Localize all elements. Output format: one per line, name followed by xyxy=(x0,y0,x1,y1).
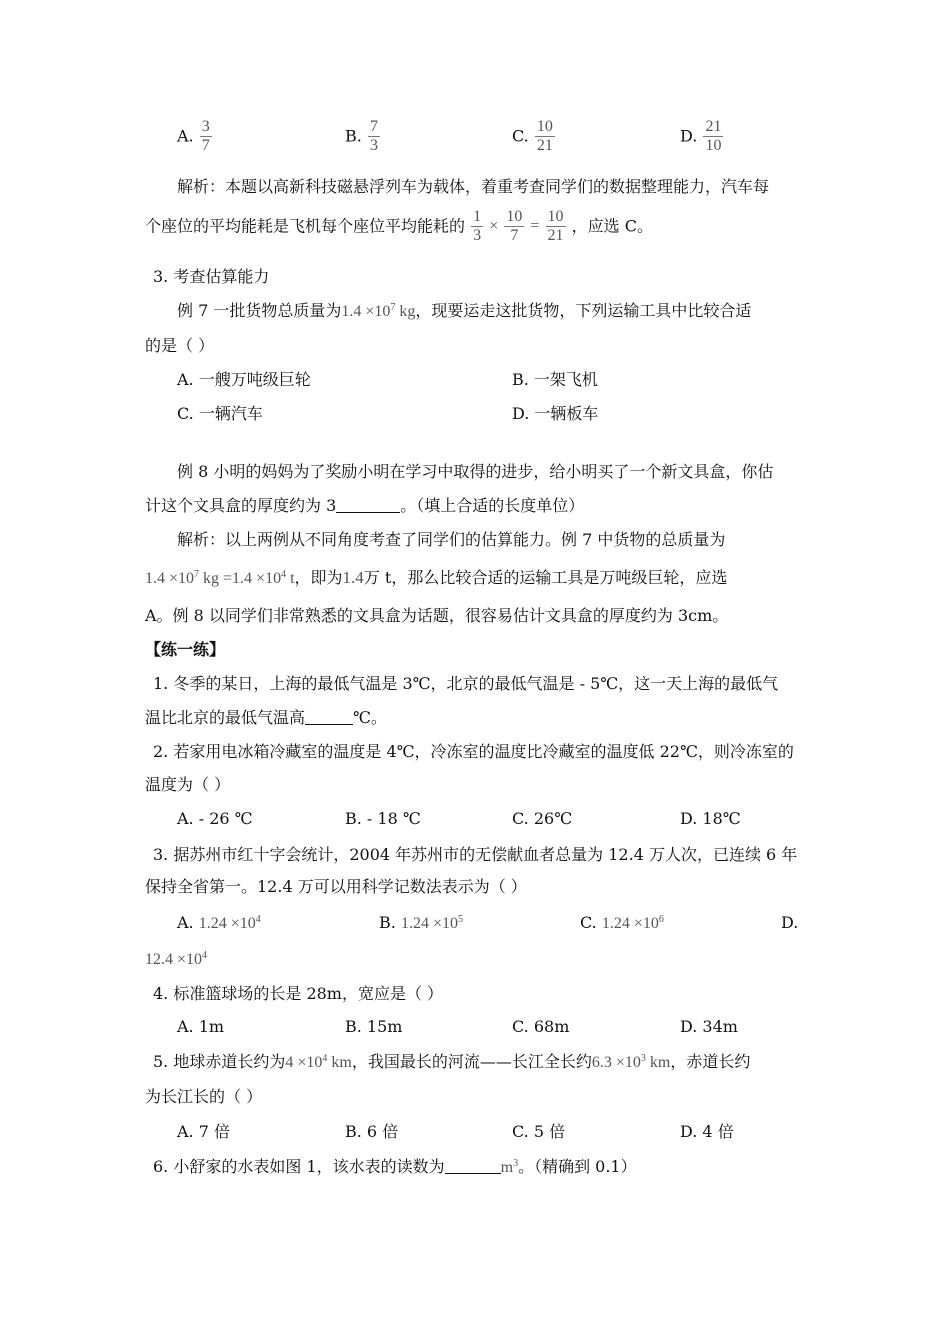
practice6-text-end: 。（精确到 0.1） xyxy=(518,1157,637,1176)
practice-title: 【练一练】 xyxy=(145,640,226,659)
practice2-option-d: D. 18℃ xyxy=(680,809,741,828)
math-expression xyxy=(341,303,415,320)
analysis2-text-end: 万 t，那么比较合适的运输工具是万吨级巨轮，应选 xyxy=(363,568,728,587)
fraction xyxy=(546,208,566,245)
option-label: D. xyxy=(680,126,698,146)
math-unit: km xyxy=(645,1054,671,1071)
practice1-text: 温比北京的最低气温高 xyxy=(145,708,306,727)
exponent: 4 xyxy=(322,1053,328,1064)
denominator: 7 xyxy=(510,227,519,244)
example8-text: 计这个文具盒的厚度约为 3 xyxy=(145,496,337,515)
example7-text-end: ，现要运走这批货物，下列运输工具中比较合适 xyxy=(415,301,752,320)
exponent: 3 xyxy=(513,1158,519,1169)
numerator: 7 xyxy=(369,118,378,135)
math-base: 1.4 ×10 xyxy=(145,570,195,587)
practice5-line1 xyxy=(153,1051,750,1074)
practice5-text-mid: ，我国最长的河流——长江全长约 xyxy=(351,1052,592,1071)
practice4-option-d: D. 34m xyxy=(680,1017,738,1036)
math-unit: kg =1.4 ×10 xyxy=(199,570,282,587)
equals-sign: = xyxy=(530,217,540,235)
practice2-line2: 温度为（ ） xyxy=(145,775,231,794)
practice1-line1: 1. 冬季的某日，上海的最低气温是 3℃，北京的最低气温是 - 5℃，这一天上海的最低气 xyxy=(153,674,779,693)
analysis1-text: 个座位的平均能耗是飞机每个座位平均能耗的 xyxy=(145,216,466,236)
math-value: 1.4 xyxy=(342,568,364,587)
example7-line2: 的是（ ） xyxy=(145,336,215,355)
practice3-option-a xyxy=(177,912,261,935)
denominator: 21 xyxy=(536,137,553,154)
practice5-text-end: ，赤道长约 xyxy=(670,1052,751,1071)
denominator: 3 xyxy=(369,137,378,154)
fraction xyxy=(471,208,483,245)
math-expression xyxy=(401,915,463,932)
math-unit xyxy=(501,1159,518,1176)
math-expression xyxy=(199,915,261,932)
option-label: A. xyxy=(177,913,194,932)
practice6-line1 xyxy=(153,1156,637,1179)
practice4-option-a: A. 1m xyxy=(177,1017,225,1036)
example8-line1: 例 8 小明的妈妈为了奖励小明在学习中取得的进步，给小明买了一个新文具盒，你估 xyxy=(177,462,774,481)
practice3-option-d-value xyxy=(145,948,207,971)
example7-option-c: C. 一辆汽车 xyxy=(177,404,263,423)
practice1-text-end: ℃。 xyxy=(353,708,387,727)
math-expression xyxy=(145,570,295,587)
exponent: 4 xyxy=(255,914,261,925)
numerator: 10 xyxy=(547,208,564,225)
practice3-option-c xyxy=(580,912,664,935)
exponent: 5 xyxy=(457,914,463,925)
option-c-top xyxy=(512,118,556,155)
math-base: 6.3 ×10 xyxy=(591,1054,641,1071)
exponent: 4 xyxy=(202,950,208,961)
practice4-option-c: C. 68m xyxy=(512,1017,570,1036)
math-base: 4 ×10 xyxy=(285,1054,323,1071)
practice4-option-b: B. 15m xyxy=(345,1017,403,1036)
example7-line1 xyxy=(177,300,751,323)
option-label: C. xyxy=(580,913,597,932)
practice5-option-b: B. 6 倍 xyxy=(345,1122,399,1141)
practice2-line1: 2. 若家用电冰箱冷藏室的温度是 4℃，冷冻室的温度比冷藏室的温度低 22℃，则冷冻室的 xyxy=(153,742,794,761)
numerator: 10 xyxy=(536,118,553,135)
answer-blank xyxy=(305,710,353,725)
exponent: 7 xyxy=(194,569,200,580)
numerator: 3 xyxy=(201,118,210,135)
math-base: 1.4 ×10 xyxy=(341,303,391,320)
denominator: 21 xyxy=(547,227,564,244)
practice5-option-d: D. 4 倍 xyxy=(680,1122,734,1141)
example7-option-b: B. 一架飞机 xyxy=(512,370,598,389)
practice5-line2: 为长江长的（ ） xyxy=(145,1087,263,1106)
times-sign: × xyxy=(489,217,499,235)
example8-text-end: 。（填上合适的长度单位） xyxy=(400,496,585,515)
practice5-option-a: A. 7 倍 xyxy=(177,1122,230,1141)
option-label: A. xyxy=(177,126,194,146)
option-label: B. xyxy=(379,913,396,932)
math-base: 1.24 ×10 xyxy=(601,915,659,932)
analysis1-line2 xyxy=(145,208,653,245)
answer-blank xyxy=(336,498,400,513)
practice3-line1: 3. 据苏州市红十字会统计，2004 年苏州市的无偿献血者总量为 12.4 万人次，已连续 6 年 xyxy=(153,845,798,864)
analysis1-text-end: ，应选 C。 xyxy=(571,216,653,236)
example8-line2 xyxy=(145,495,584,517)
math-base: 12.4 ×10 xyxy=(145,951,203,968)
practice4-line1: 4. 标准篮球场的长是 28m，宽应是（ ） xyxy=(153,984,444,1003)
exponent: 7 xyxy=(390,302,396,313)
example7-option-a: A. 一艘万吨级巨轮 xyxy=(177,370,311,389)
exponent: 3 xyxy=(640,1053,646,1064)
math-base: 1.24 ×10 xyxy=(400,915,458,932)
example7-text: 例 7 一批货物总质量为 xyxy=(177,301,342,320)
fraction xyxy=(200,118,212,155)
fraction xyxy=(535,118,555,155)
numerator: 10 xyxy=(506,208,523,225)
math-base: 1.24 ×10 xyxy=(198,915,256,932)
denominator: 7 xyxy=(201,137,210,154)
math-expression xyxy=(602,915,664,932)
practice1-line2 xyxy=(145,707,387,729)
analysis2-line3: A。例 8 以同学们非常熟悉的文具盒为话题，很容易估计文具盒的厚度约为 3cm。 xyxy=(145,606,729,625)
fraction xyxy=(368,118,380,155)
practice6-text: 6. 小舒家的水表如图 1，该水表的读数为 xyxy=(153,1157,445,1176)
analysis2-line2 xyxy=(145,567,727,590)
math-expression xyxy=(145,951,207,968)
numerator: 21 xyxy=(705,118,722,135)
denominator: 10 xyxy=(705,137,722,154)
option-label: C. xyxy=(512,126,529,146)
analysis1-line1: 解析：本题以高新科技磁悬浮列车为载体，着重考查同学们的数据整理能力，汽车每 xyxy=(177,177,770,196)
exponent: 6 xyxy=(658,914,664,925)
math-unit: t xyxy=(286,570,295,587)
analysis2-text: ，即为 xyxy=(294,568,343,587)
section-heading: 3. 考查估算能力 xyxy=(153,267,270,286)
analysis2-line1: 解析：以上两例从不同角度考查了同学们的估算能力。例 7 中货物的总质量为 xyxy=(177,530,726,549)
option-d-top xyxy=(680,118,724,155)
option-b-top xyxy=(345,118,381,155)
option-label: B. xyxy=(345,126,362,146)
practice3-option-b xyxy=(379,912,463,935)
option-a-top xyxy=(177,118,213,155)
practice3-line2: 保持全省第一。12.4 万可以用科学记数法表示为（ ） xyxy=(145,877,527,896)
practice2-option-a: A. - 26 ℃ xyxy=(177,809,253,828)
example7-option-d: D. 一辆板车 xyxy=(512,404,599,423)
practice3-option-d-label: D. xyxy=(781,913,799,932)
numerator: 1 xyxy=(473,208,482,225)
math-expression xyxy=(592,1054,670,1071)
math-expression xyxy=(285,1054,351,1071)
fraction xyxy=(703,118,723,155)
practice2-option-c: C. 26℃ xyxy=(512,809,573,828)
math-unit: km xyxy=(327,1054,352,1071)
math-unit: kg xyxy=(395,303,416,320)
exponent: 4 xyxy=(281,569,287,580)
denominator: 3 xyxy=(473,227,482,244)
answer-blank xyxy=(445,1159,501,1174)
unit-base: m xyxy=(500,1159,514,1176)
fraction xyxy=(504,208,524,245)
practice2-option-b: B. - 18 ℃ xyxy=(345,809,421,828)
practice5-option-c: C. 5 倍 xyxy=(512,1122,566,1141)
practice5-text: 5. 地球赤道长约为 xyxy=(153,1052,286,1071)
